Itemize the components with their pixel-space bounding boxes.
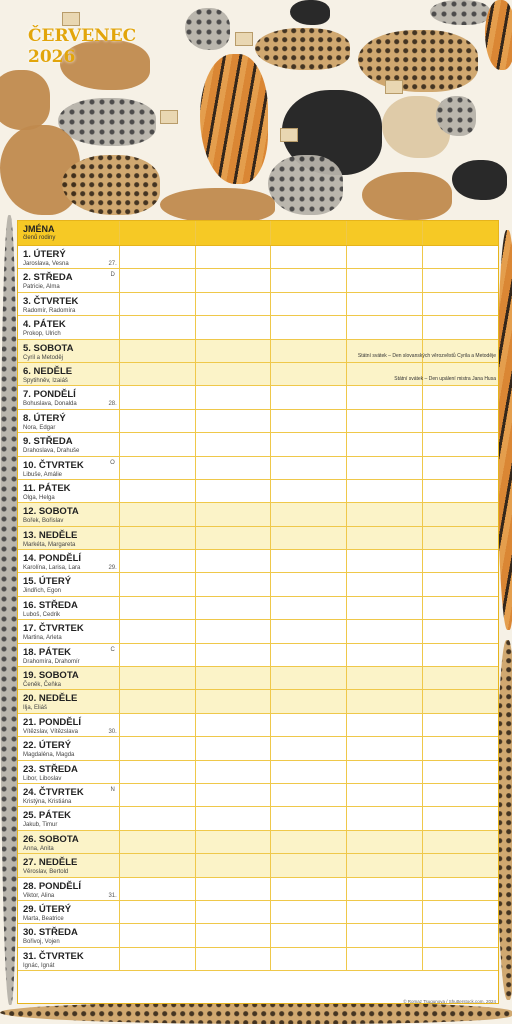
- entry-cell[interactable]: [119, 878, 195, 900]
- day-label: 11. PÁTEK: [23, 482, 71, 494]
- nameday-label: Luboš, Cedrik: [23, 611, 61, 618]
- entry-cell[interactable]: [119, 924, 195, 946]
- entry-cell[interactable]: [195, 667, 271, 689]
- nameday-label: Nora, Edgar: [23, 424, 56, 431]
- week-number: 31.: [108, 892, 117, 899]
- entry-cell[interactable]: [195, 620, 271, 642]
- entry-cell[interactable]: [195, 690, 271, 712]
- entry-cell[interactable]: [422, 924, 498, 946]
- entry-cell[interactable]: [346, 386, 422, 408]
- day-label: 29. ÚTERÝ: [23, 903, 72, 915]
- entry-cell[interactable]: [346, 901, 422, 923]
- day-label: 1. ÚTERÝ: [23, 249, 66, 260]
- day-rows: [18, 246, 498, 971]
- day-label: 8. ÚTERÝ: [23, 412, 66, 424]
- entry-cell[interactable]: [119, 597, 195, 619]
- nameday-label: Ilja, Eliáš: [23, 705, 48, 712]
- entry-cell[interactable]: [270, 854, 346, 876]
- entry-cell[interactable]: [422, 737, 498, 759]
- entry-cell[interactable]: [346, 550, 422, 572]
- nameday-label: Libuše, Amálie: [23, 471, 63, 478]
- nameday-label: Olga, Helga: [23, 494, 55, 501]
- entry-cell[interactable]: [346, 714, 422, 736]
- day-label: 5. SOBOTA: [23, 342, 74, 354]
- member-column-header[interactable]: [195, 221, 271, 245]
- entry-cell[interactable]: [346, 690, 422, 712]
- entry-cell[interactable]: [270, 901, 346, 923]
- entry-cell[interactable]: [270, 620, 346, 642]
- entry-cell[interactable]: [195, 457, 271, 479]
- entry-cell[interactable]: [119, 714, 195, 736]
- day-row: [18, 293, 498, 316]
- entry-cell[interactable]: [346, 878, 422, 900]
- day-label: 26. SOBOTA: [23, 833, 79, 845]
- entry-cell[interactable]: [346, 620, 422, 642]
- entry-cell[interactable]: [270, 924, 346, 946]
- entry-cell[interactable]: [422, 597, 498, 619]
- day-row: [18, 807, 498, 830]
- entry-cell[interactable]: [195, 924, 271, 946]
- entry-cell[interactable]: [346, 457, 422, 479]
- entry-cell[interactable]: [422, 854, 498, 876]
- nameday-label: Drahoslava, Drahuše: [23, 448, 80, 455]
- entry-cell[interactable]: [422, 878, 498, 900]
- entry-cell[interactable]: [195, 901, 271, 923]
- entry-cell[interactable]: [346, 480, 422, 502]
- entry-cell[interactable]: [195, 597, 271, 619]
- entry-cell[interactable]: [270, 807, 346, 829]
- entry-cell[interactable]: [119, 690, 195, 712]
- entry-cell[interactable]: [422, 690, 498, 712]
- nameday-label: Jindřich, Egon: [23, 588, 62, 595]
- holiday-note: Státní svátek – Den slovanských věrozvěstů Cyrila a Metoděje: [357, 352, 496, 359]
- entry-cell[interactable]: [346, 573, 422, 595]
- entry-cell[interactable]: [119, 807, 195, 829]
- day-label: 10. ČTVRTEK: [23, 459, 84, 471]
- day-label: 20. NEDĚLE: [23, 693, 78, 705]
- entry-cell[interactable]: [119, 667, 195, 689]
- entry-cell[interactable]: [195, 433, 271, 455]
- entry-cell[interactable]: [270, 386, 346, 408]
- day-label: 30. STŘEDA: [23, 927, 78, 939]
- day-row: [18, 573, 498, 596]
- day-row: [18, 901, 498, 924]
- entry-cell[interactable]: [422, 363, 498, 385]
- entry-cell[interactable]: [422, 901, 498, 923]
- day-row: [18, 363, 498, 386]
- entry-cell[interactable]: [119, 410, 195, 432]
- calendar-table: [17, 220, 499, 1004]
- day-label: 15. ÚTERÝ: [23, 576, 72, 588]
- entry-cell[interactable]: [422, 386, 498, 408]
- entry-cell[interactable]: [346, 667, 422, 689]
- entry-cell[interactable]: [422, 433, 498, 455]
- entry-cell[interactable]: [195, 316, 271, 338]
- entry-cell[interactable]: [270, 340, 346, 362]
- nameday-label: Ignác, Ignát: [23, 962, 55, 969]
- entry-cell[interactable]: [346, 269, 422, 291]
- day-label: 4. PÁTEK: [23, 319, 66, 331]
- entry-cell[interactable]: [270, 410, 346, 432]
- nameday-label: Magdaléna, Magda: [23, 752, 75, 759]
- day-row: [18, 924, 498, 947]
- nameday-label: Bořek, Bořislav: [23, 518, 64, 525]
- entry-cell[interactable]: [119, 761, 195, 783]
- entry-cell[interactable]: [270, 503, 346, 525]
- day-row: [18, 433, 498, 456]
- day-label: 23. STŘEDA: [23, 763, 78, 775]
- day-row: [18, 550, 498, 573]
- entry-cell[interactable]: [346, 503, 422, 525]
- entry-cell[interactable]: [422, 573, 498, 595]
- day-label: 3. ČTVRTEK: [23, 295, 79, 307]
- entry-cell[interactable]: [422, 761, 498, 783]
- holiday-note: Státní svátek – Den upálení mistra Jana Husa: [394, 375, 496, 382]
- entry-cell[interactable]: [346, 854, 422, 876]
- nameday-label: Radomír, Radomíra: [23, 307, 76, 314]
- entry-cell[interactable]: [195, 714, 271, 736]
- entry-cell[interactable]: [270, 527, 346, 549]
- entry-cell[interactable]: [346, 293, 422, 315]
- nameday-label: Bohuslava, Donalda: [23, 401, 77, 408]
- entry-cell[interactable]: [195, 246, 271, 268]
- entry-cell[interactable]: [119, 620, 195, 642]
- table-header: [18, 221, 498, 246]
- week-number: 30.: [108, 728, 117, 735]
- entry-cell[interactable]: [346, 761, 422, 783]
- entry-cell[interactable]: [195, 550, 271, 572]
- day-row: [18, 340, 498, 363]
- entry-cell[interactable]: [346, 363, 422, 385]
- entry-cell[interactable]: [195, 761, 271, 783]
- day-label: 9. STŘEDA: [23, 436, 73, 448]
- moon-phase-icon: D: [110, 272, 115, 279]
- entry-cell[interactable]: [346, 433, 422, 455]
- entry-cell[interactable]: [270, 761, 346, 783]
- entry-cell[interactable]: [422, 293, 498, 315]
- entry-cell[interactable]: [195, 831, 271, 853]
- day-row: [18, 503, 498, 526]
- entry-cell[interactable]: [119, 457, 195, 479]
- nameday-label: Anna, Anita: [23, 845, 54, 852]
- day-row: [18, 457, 498, 480]
- entry-cell[interactable]: [270, 457, 346, 479]
- entry-cell[interactable]: [270, 293, 346, 315]
- nameday-label: Čeněk, Čeňka: [23, 682, 62, 689]
- entry-cell[interactable]: [422, 948, 498, 970]
- day-label: 12. SOBOTA: [23, 506, 79, 518]
- day-label: 24. ČTVRTEK: [23, 786, 84, 798]
- nameday-label: Kristýna, Kristiána: [23, 798, 72, 805]
- entry-cell[interactable]: [422, 831, 498, 853]
- entry-cell[interactable]: [119, 550, 195, 572]
- day-label: 28. PONDĚLÍ: [23, 880, 82, 892]
- member-column-header[interactable]: [270, 221, 346, 245]
- calendar-title: [28, 26, 136, 68]
- entry-cell[interactable]: [195, 644, 271, 666]
- nameday-label: Markéta, Margareta: [23, 541, 76, 548]
- entry-cell[interactable]: [119, 386, 195, 408]
- day-label: 6. NEDĚLE: [23, 365, 73, 377]
- nameday-label: Karolína, Larisa, Lara: [23, 565, 81, 572]
- entry-cell[interactable]: [422, 620, 498, 642]
- day-row: [18, 386, 498, 409]
- entry-cell[interactable]: [346, 246, 422, 268]
- member-column-header[interactable]: [346, 221, 422, 245]
- entry-cell[interactable]: [195, 386, 271, 408]
- day-row: [18, 246, 498, 269]
- entry-cell[interactable]: [119, 293, 195, 315]
- day-label: 25. PÁTEK: [23, 810, 72, 822]
- entry-cell[interactable]: [270, 480, 346, 502]
- day-row: [18, 878, 498, 901]
- image-credit: © Romaz Tsugunova / Shutterstock.com, 2024: [403, 999, 496, 1004]
- week-number: 29.: [108, 565, 117, 572]
- entry-cell[interactable]: [270, 433, 346, 455]
- entry-cell[interactable]: [270, 269, 346, 291]
- nameday-label: Bořivoj, Vojen: [23, 939, 60, 946]
- entry-cell[interactable]: [195, 503, 271, 525]
- member-column-header[interactable]: [119, 221, 195, 245]
- day-label: 31. ČTVRTEK: [23, 950, 84, 962]
- nameday-label: Martina, Arleta: [23, 635, 62, 642]
- entry-cell[interactable]: [119, 363, 195, 385]
- moon-phase-icon: N: [110, 786, 115, 793]
- day-row: [18, 761, 498, 784]
- member-column-header[interactable]: [422, 221, 498, 245]
- entry-cell[interactable]: [422, 550, 498, 572]
- entry-cell[interactable]: [119, 831, 195, 853]
- entry-cell[interactable]: [119, 948, 195, 970]
- nameday-label: Cyril a Metoděj: [23, 354, 64, 361]
- day-label: 7. PONDĚLÍ: [23, 389, 76, 401]
- entry-cell[interactable]: [422, 410, 498, 432]
- entry-cell[interactable]: [270, 246, 346, 268]
- day-row: [18, 480, 498, 503]
- entry-cell[interactable]: [346, 597, 422, 619]
- day-row: [18, 831, 498, 854]
- nameday-label: Věroslav, Bertold: [23, 869, 69, 876]
- day-row: [18, 854, 498, 877]
- entry-cell[interactable]: [422, 269, 498, 291]
- day-label: 19. SOBOTA: [23, 670, 79, 682]
- day-row: [18, 597, 498, 620]
- nameday-label: Viktor, Alina: [23, 892, 55, 899]
- entry-cell[interactable]: [195, 948, 271, 970]
- names-subheader: členů rodiny: [23, 235, 56, 241]
- week-number: 27.: [108, 261, 117, 267]
- entry-cell[interactable]: [119, 737, 195, 759]
- entry-cell[interactable]: [422, 527, 498, 549]
- entry-cell[interactable]: [422, 246, 498, 268]
- entry-cell[interactable]: [270, 948, 346, 970]
- entry-cell[interactable]: [270, 550, 346, 572]
- entry-cell[interactable]: [422, 457, 498, 479]
- names-header: JMÉNA: [23, 224, 55, 234]
- entry-cell[interactable]: [270, 573, 346, 595]
- entry-cell[interactable]: [422, 503, 498, 525]
- day-row: [18, 714, 498, 737]
- nameday-label: Vítězslav, Vítězslava: [23, 728, 78, 735]
- entry-cell[interactable]: [119, 854, 195, 876]
- entry-cell[interactable]: [270, 878, 346, 900]
- day-row: [18, 316, 498, 339]
- day-label: 27. NEDĚLE: [23, 857, 78, 869]
- entry-cell[interactable]: [119, 316, 195, 338]
- entry-cell[interactable]: [270, 784, 346, 806]
- day-row: [18, 784, 498, 807]
- entry-cell[interactable]: [119, 503, 195, 525]
- moon-phase-icon: C: [110, 646, 115, 653]
- week-number: 28.: [108, 401, 117, 408]
- nameday-label: Spytihněv, Izaiáš: [23, 377, 68, 384]
- entry-cell[interactable]: [195, 807, 271, 829]
- entry-cell[interactable]: [195, 410, 271, 432]
- entry-cell[interactable]: [346, 340, 422, 362]
- entry-cell[interactable]: [346, 527, 422, 549]
- entry-cell[interactable]: [195, 854, 271, 876]
- day-label: 13. NEDĚLE: [23, 529, 78, 541]
- entry-cell[interactable]: [422, 667, 498, 689]
- entry-cell[interactable]: [346, 924, 422, 946]
- entry-cell[interactable]: [422, 644, 498, 666]
- entry-cell[interactable]: [119, 527, 195, 549]
- entry-cell[interactable]: [195, 784, 271, 806]
- entry-cell[interactable]: [422, 480, 498, 502]
- entry-cell[interactable]: [195, 573, 271, 595]
- entry-cell[interactable]: [270, 667, 346, 689]
- entry-cell[interactable]: [270, 644, 346, 666]
- day-row: [18, 410, 498, 433]
- entry-cell[interactable]: [270, 714, 346, 736]
- entry-cell[interactable]: [195, 293, 271, 315]
- day-row: [18, 269, 498, 292]
- nameday-label: Drahomíra, Drahomír: [23, 658, 80, 665]
- entry-cell[interactable]: [346, 807, 422, 829]
- entry-cell[interactable]: [270, 597, 346, 619]
- entry-cell[interactable]: [346, 644, 422, 666]
- entry-cell[interactable]: [195, 878, 271, 900]
- entry-cell[interactable]: [270, 737, 346, 759]
- day-label: 2. STŘEDA: [23, 272, 73, 284]
- entry-cell[interactable]: [119, 644, 195, 666]
- entry-cell[interactable]: [346, 831, 422, 853]
- nameday-label: Jaroslava, Vesna: [23, 261, 69, 267]
- day-label: 16. STŘEDA: [23, 599, 78, 611]
- entry-cell[interactable]: [119, 246, 195, 268]
- entry-cell[interactable]: [195, 480, 271, 502]
- nameday-label: Prokop, Ulrich: [23, 331, 61, 338]
- entry-cell[interactable]: [346, 948, 422, 970]
- entry-cell[interactable]: [119, 784, 195, 806]
- entry-cell[interactable]: [195, 363, 271, 385]
- day-label: 14. PONDĚLÍ: [23, 553, 82, 565]
- entry-cell[interactable]: [270, 690, 346, 712]
- day-row: [18, 667, 498, 690]
- entry-cell[interactable]: [270, 831, 346, 853]
- day-row: [18, 620, 498, 643]
- entry-cell[interactable]: [119, 269, 195, 291]
- nameday-label: Marta, Beatrice: [23, 915, 64, 922]
- day-row: [18, 690, 498, 713]
- day-row: [18, 527, 498, 550]
- entry-cell[interactable]: [346, 784, 422, 806]
- day-row: [18, 737, 498, 760]
- entry-cell[interactable]: [422, 714, 498, 736]
- moon-phase-icon: O: [110, 459, 115, 466]
- entry-cell[interactable]: [119, 480, 195, 502]
- entry-cell[interactable]: [119, 901, 195, 923]
- entry-cell[interactable]: [346, 410, 422, 432]
- day-row: [18, 644, 498, 667]
- nameday-label: Patricie, Alma: [23, 284, 60, 291]
- entry-cell[interactable]: [119, 433, 195, 455]
- entry-cell[interactable]: [195, 340, 271, 362]
- entry-cell[interactable]: [195, 737, 271, 759]
- entry-cell[interactable]: [119, 340, 195, 362]
- entry-cell[interactable]: [270, 363, 346, 385]
- day-label: 18. PÁTEK: [23, 646, 72, 658]
- entry-cell[interactable]: [195, 269, 271, 291]
- entry-cell[interactable]: [119, 573, 195, 595]
- entry-cell[interactable]: [346, 316, 422, 338]
- entry-cell[interactable]: [422, 340, 498, 362]
- entry-cell[interactable]: [270, 316, 346, 338]
- day-row: [18, 948, 498, 971]
- entry-cell[interactable]: [422, 316, 498, 338]
- nameday-label: Jakub, Timur: [23, 822, 58, 829]
- month-label: ČERVENEC: [28, 26, 137, 46]
- entry-cell[interactable]: [346, 737, 422, 759]
- entry-cell[interactable]: [195, 527, 271, 549]
- day-label: 22. ÚTERÝ: [23, 740, 72, 752]
- year-label: 2026: [28, 47, 76, 67]
- entry-cell[interactable]: [422, 784, 498, 806]
- entry-cell[interactable]: [422, 807, 498, 829]
- day-label: 17. ČTVRTEK: [23, 623, 84, 635]
- nameday-label: Libor, Liboslav: [23, 775, 62, 782]
- day-label: 21. PONDĚLÍ: [23, 716, 82, 728]
